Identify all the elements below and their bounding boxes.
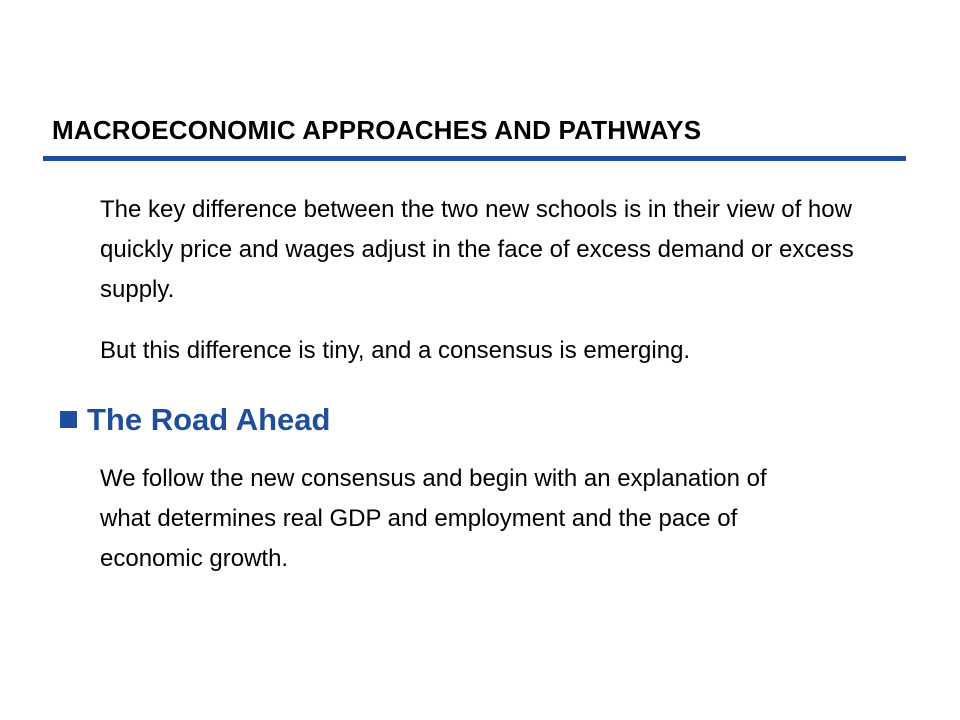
body-paragraph-consensus: But this difference is tiny, and a consensus is emerging. xyxy=(100,337,691,364)
body-paragraph-key-difference: The key difference between the two new schools is in their view of how quickly price and wages adjust in the face of excess demand or excess supply. xyxy=(100,196,854,303)
section-paragraph: We follow the new consensus and begin with an explanation of what determines real GDP and employment and the pace of economic growth. xyxy=(100,465,767,572)
slide-title: MACROECONOMIC APPROACHES AND PATHWAYS xyxy=(52,115,702,145)
square-bullet-icon xyxy=(60,411,77,428)
section-heading xyxy=(60,401,330,438)
section-heading-text: The Road Ahead xyxy=(87,402,331,437)
title-underline xyxy=(43,156,906,161)
